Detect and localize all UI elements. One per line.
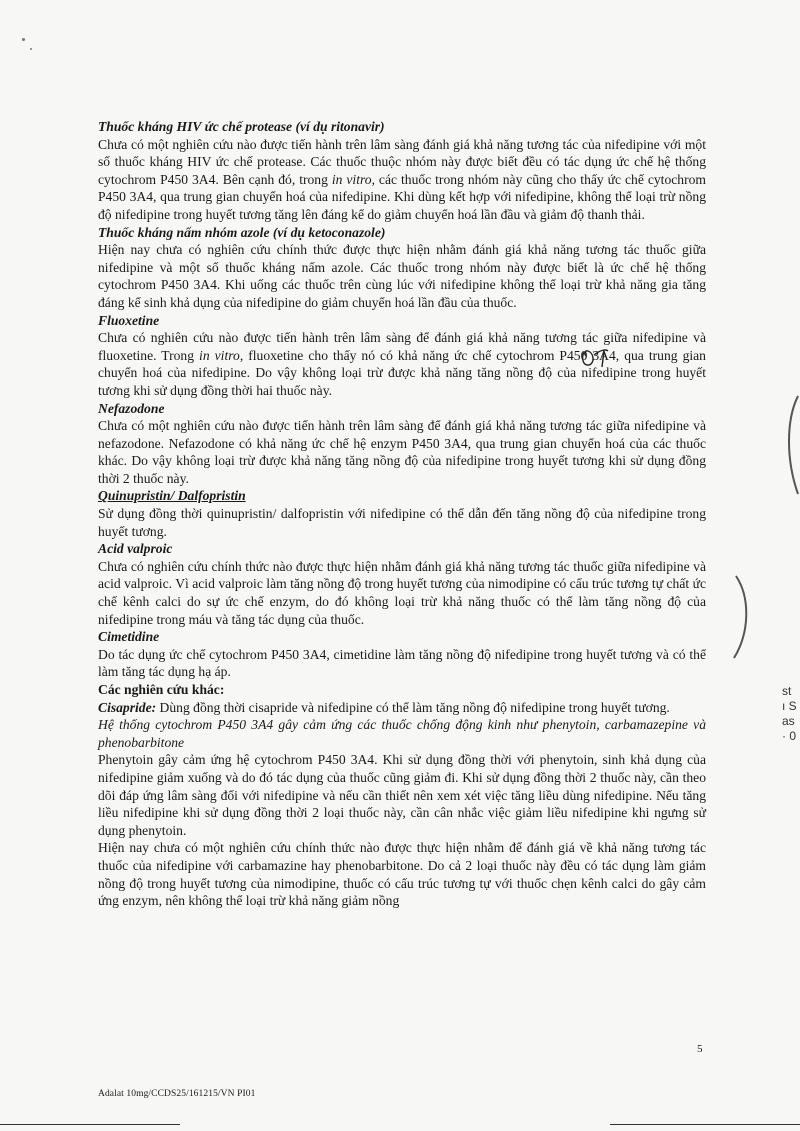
body-paragraph	[98, 716, 706, 751]
text-run: Chưa có một nghiên cứu nào được tiến hành trên lâm sàng để đánh giá khả năng tương tác giữa nifedipine và nefazodone. Nefazodone có khả năng ức chế hệ enzym P450 3A4, qua trung gian chuyển hoá của các thuốc khác. Do vậy không loại trừ được khả năng tăng nồng độ của nifedipine trong huyết tương khi sử dụng đồng thời 2 thuốc này.	[98, 418, 706, 486]
section-heading: Fluoxetine	[98, 312, 160, 328]
scan-edge-line	[0, 1124, 180, 1125]
footer-reference: Adalat 10mg/CCDS25/161215/VN PI01	[98, 1089, 256, 1099]
text-run: Dùng đồng thời cisapride và nifedipine có thể làm tăng nồng độ nifedipine trong huyết tương.	[156, 699, 670, 715]
margin-text-fragment: · 0	[782, 729, 797, 743]
section-heading: Cimetidine	[98, 629, 160, 645]
scan-speck	[30, 48, 32, 50]
emphasis-text: in vitro	[199, 347, 240, 363]
body-paragraph	[98, 558, 706, 628]
stamp-edge-top	[780, 390, 800, 500]
scan-speck	[22, 38, 25, 41]
stamp-edge-bottom	[728, 572, 758, 662]
body-paragraph	[98, 751, 706, 839]
text-run: , fluoxetine cho thấy nó có khả năng ức chế cytochrom P450 3A4, qua trung gian chuyển hoá của nifedipine. Do vậy không loại trừ được khả năng tăng nồng độ của nifedipine trong huyết tương khi sử dụng đồng thời hai thuốc này.	[98, 347, 706, 398]
text-run: Hiện nay chưa có một nghiên cứu chính thức nào được thực hiện nhằm để đánh giá về khả năng tương tác thuốc của nifedipine với carbamazine hay phenobarbitone. Do cả 2 loại thuốc này đều có tác dụng làm giảm nồng độ trong huyết tương của nimodipine, thuốc có cấu trúc tương tự với thuốc chẹn kênh calci do gây cảm ứng enzym, nên không thể loại trừ khả năng giảm nồng	[98, 840, 706, 909]
body-paragraph	[98, 839, 706, 909]
text-run: , các thuốc trong nhóm này cũng cho thấy ức chế cytochrom P450 3A4, qua trung gian chuyển hoá của nifedipine. Khi dùng kết hợp với nifedipine, không thể loại trừ nồng độ nifedipine trong huyết tương tăng lên đáng kể do giảm chuyển hoá lần đầu và giảm độ thanh thải.	[98, 171, 706, 222]
body-paragraph	[98, 417, 706, 487]
section-heading: Thuốc kháng HIV ức chế protease (ví dụ ritonavir)	[98, 119, 385, 134]
section-heading: Quinupristin/ Dalfopristin	[98, 488, 246, 504]
body-paragraph	[98, 699, 706, 717]
scan-edge-line	[610, 1124, 800, 1125]
text-run: Hiện nay chưa có nghiên cứu chính thức được thực hiện nhằm đánh giá khả năng tương tác thuốc giữa nifedipine và một số thuốc kháng nấm azole. Các thuốc trong nhóm này được biết là ức chế hệ thống cytochrom P450 3A4. Khi uống các thuốc trên cùng lúc với nifedipine không thể loại trừ khả năng gia tăng đáng kể sinh khả dụng của nifedipine do giảm chuyển hoá lần đầu của thuốc.	[98, 242, 706, 310]
section-heading: Nefazodone	[98, 400, 165, 416]
page-number: 5	[697, 1043, 703, 1055]
margin-text-fragment: as	[782, 714, 795, 728]
document-body	[98, 118, 706, 910]
handwritten-initials	[580, 346, 616, 370]
emphasis-text: in vitro	[331, 171, 372, 187]
text-run: Do tác dụng ức chế cytochrom P450 3A4, cimetidine làm tăng nồng độ nifedipine trong huyết tương và có thể làm tăng tác dụng hạ áp.	[98, 646, 706, 680]
margin-text-fragment: st	[782, 684, 792, 698]
text-run: Chưa có một nghiên cứu nào được tiến hành trên lâm sàng đánh giá khả năng tương tác của nifedipine với một số thuốc kháng HIV ức chế protease. Các thuốc thuộc nhóm này được biết đều có tác dụng ức chế hệ thống cytochrom P450 3A4. Bên cạnh đó, trong	[98, 136, 706, 187]
section-heading: Các nghiên cứu khác:	[98, 682, 225, 697]
body-paragraph	[98, 241, 706, 311]
text-run: Sử dụng đồng thời quinupristin/ dalfopristin với nifedipine có thể dẫn đến tăng nồng độ của nifedipine trong huyết tương.	[98, 506, 706, 539]
text-run: Hệ thống cytochrom P450 3A4 gây cảm ứng các thuốc chống động kinh như phenytoin, carbamazepine và phenobarbitone	[98, 717, 706, 750]
text-run: Chưa có nghiên cứu chính thức nào được thực hiện nhằm đánh giá khả năng tương tác thuốc giữa nifedipine và acid valproic. Vì acid valproic làm tăng nồng độ trong huyết tương của nimodipine có cấu trúc tương tự chất ức chế kênh calci do sự ức chế enzym, do đó không loại trừ khả năng thuốc có thể làm tăng nồng độ của nifedipine trong máu và tăng tác dụng của thuốc.	[98, 558, 706, 627]
emphasis-text: Cisapride:	[98, 699, 157, 715]
text-run: Phenytoin gây cảm ứng hệ cytochrom P450 3A4. Khi sử dụng đồng thời với phenytoin, sinh khả dụng của nifedipine giảm xuống và do đó tác dụng của thuốc cũng giảm đi. Khi sử dụng đồng thời 2 thuốc này, cần theo dõi đáp ứng lâm sàng đối với nifedipine và nếu cần thiết nên xem xét việc tăng liều dùng nifedipine. Nếu tăng liều nifedipine khi sử dụng đồng thời 2 loại thuốc này, cần cân nhắc việc giảm liều nifedipine khi ngưng sử dụng phenytoin.	[98, 752, 706, 838]
body-paragraph	[98, 136, 706, 224]
text-run: Chưa có nghiên cứu nào được tiến hành trên lâm sàng để đánh giá khả năng tương tác giữa nifedipine và fluoxetine. Trong	[98, 330, 706, 363]
body-paragraph	[98, 646, 706, 681]
section-heading: Acid valproic	[98, 541, 173, 557]
margin-text-fragment: ı S	[782, 699, 797, 713]
section-heading: Thuốc kháng nấm nhóm azole (ví dụ ketoconazole)	[98, 224, 386, 240]
body-paragraph	[98, 505, 706, 540]
